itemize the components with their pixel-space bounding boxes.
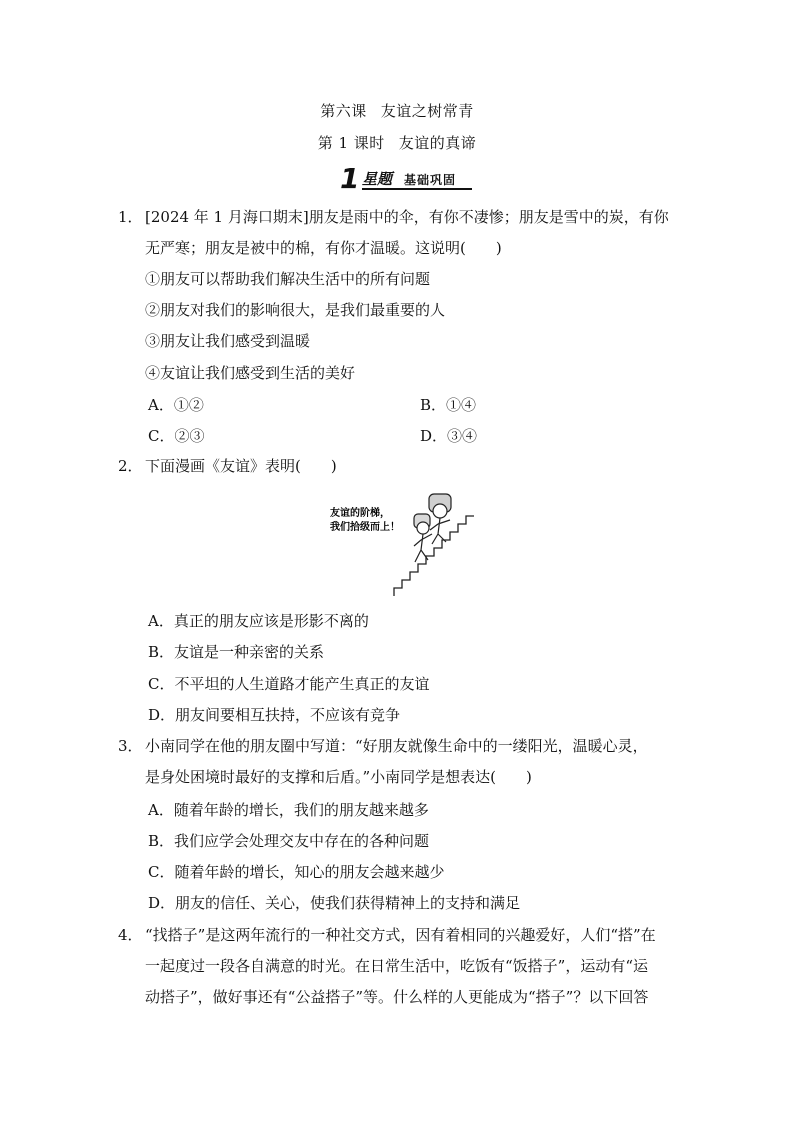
question-3 (118, 731, 698, 793)
option-a: A．①② (148, 396, 204, 414)
question-number: 3． (118, 737, 143, 755)
statement-1: ①朋友可以帮助我们解决生活中的所有问题 (145, 270, 431, 288)
period-heading (0, 132, 794, 153)
comic-caption-line-2: 我们拾级而上！ (330, 522, 400, 533)
question-number: 1． (118, 208, 143, 226)
question-stem-line: [2024 年 1 月海口期末]朋友是雨中的伞，有你不凄惨；朋友是雪中的炭，有你 (145, 208, 669, 226)
stairs-icon (394, 516, 474, 596)
option-b: B．①④ (420, 396, 477, 414)
staircase-illustration (322, 490, 482, 600)
lesson-label: 第六课 (320, 102, 367, 120)
comic-caption-line-1: 友谊的阶梯， (330, 508, 390, 519)
statement-4: ④友谊让我们感受到生活的美好 (145, 364, 356, 382)
option-d: D．③④ (420, 427, 478, 445)
question-number: 2． (118, 457, 143, 475)
statement-2: ②朋友对我们的影响很大，是我们最重要的人 (145, 301, 446, 319)
question-stem-line: 动搭子”，做好事还有“公益搭子”等。什么样的人更能成为“搭子”？以下回答 (145, 988, 649, 1006)
question-stem-line: 下面漫画《友谊》表明( ) (145, 457, 337, 475)
option-b: B．友谊是一种亲密的关系 (148, 643, 325, 661)
banner-subtitle: 基础巩固 (404, 173, 457, 187)
option-d: D．朋友的信任、关心，使我们获得精神上的支持和满足 (148, 894, 521, 912)
lesson-title: 友谊之树常青 (380, 102, 474, 120)
option-d: D．朋友间要相互扶持，不应该有竞争 (148, 706, 401, 724)
option-c: C．不平坦的人生道路才能产生真正的友谊 (148, 675, 430, 693)
friendship-comic (322, 490, 482, 600)
question-4 (118, 920, 698, 1013)
question-2 (118, 451, 698, 482)
question-stem-line: 小南同学在他的朋友圈中写道：“好朋友就像生命中的一缕阳光，温暖心灵， (145, 737, 648, 755)
banner-star-label: 星题 (362, 170, 393, 188)
question-1 (118, 202, 698, 264)
lesson-heading (0, 100, 794, 121)
climber-front-icon (429, 494, 451, 544)
option-b: B．我们应学会处理交友中存在的各种问题 (148, 832, 430, 850)
question-stem-line: 无严寒；朋友是被中的棉，有你才温暖。这说明( ) (145, 239, 502, 257)
option-c: C．②③ (148, 427, 205, 445)
question-stem-line: “找搭子”是这两年流行的一种社交方式，因有着相同的兴趣爱好，人们“搭”在 (145, 926, 656, 944)
question-stem-line: 一起度过一段各自满意的时光。在日常生活中，吃饭有“饭搭子”，运动有“运 (145, 957, 649, 975)
period-label: 第 1 课时 (317, 134, 385, 152)
option-c: C．随着年龄的增长，知心的朋友会越来越少 (148, 863, 445, 881)
period-title: 友谊的真谛 (398, 134, 477, 152)
banner-number: 1 (340, 162, 360, 195)
statement-3: ③朋友让我们感受到温暖 (145, 332, 311, 350)
banner-underline (362, 188, 472, 190)
section-banner (340, 162, 480, 195)
question-stem-line: 是身处困境时最好的支撑和后盾。”小南同学是想表达( ) (145, 768, 532, 786)
question-number: 4． (118, 926, 143, 944)
climber-back-icon (414, 514, 432, 562)
option-a: A．随着年龄的增长，我们的朋友越来越多 (148, 801, 429, 819)
option-a: A．真正的朋友应该是形影不离的 (148, 612, 369, 630)
